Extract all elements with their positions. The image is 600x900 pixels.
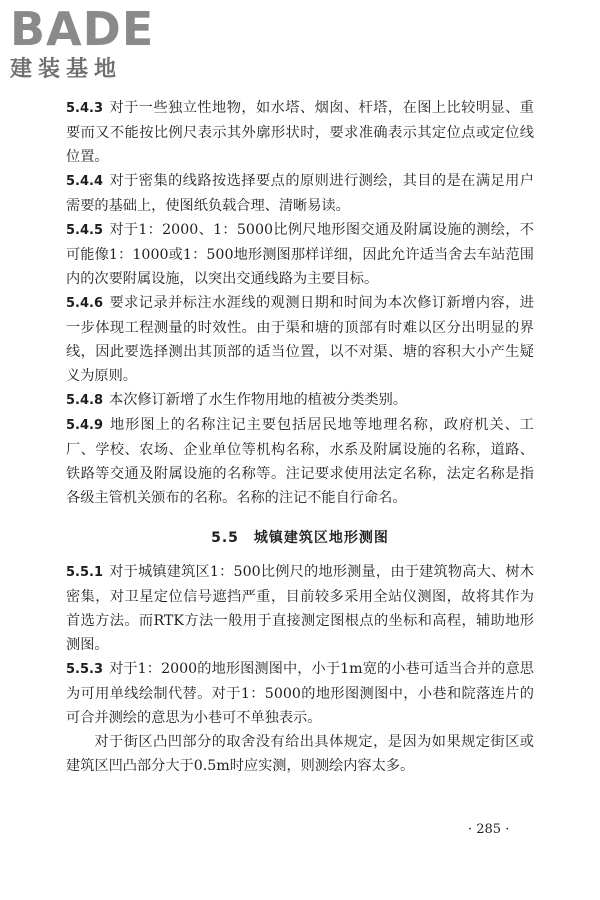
item-5-4-3 [66, 96, 534, 169]
item-number: 5.4.9 [66, 418, 104, 433]
item-5-5-3 [66, 657, 534, 730]
item-text: 要求记录并标注水涯线的观测日期和时间为本次修订新增内容，进一步体现工程测量的时效性。由于渠和塘的顶部有时难以区分出明显的界线，因此要选择测出其顶部的适当位置，以不对渠、塘的容积大小产生疑义为原则。 [66, 295, 534, 384]
item-text: 对于城镇建筑区1：500比例尺的地形测量，由于建筑物高大、树木密集，对卫星定位信号遮挡严重，目前较多采用全站仪测图，故将其作为首选方法。而RTK方法一般用于直接测定图根点的坐标和高程，辅助地形测图。 [66, 564, 534, 653]
item-text: 对于一些独立性地物，如水塔、烟囱、杆塔，在图上比较明显、重要而又不能按比例尺表示其外廓形状时，要求准确表示其定位点或定位线位置。 [66, 100, 534, 165]
page-number: · 285 · [468, 822, 510, 837]
item-text: 对于1：2000的地形图测图中，小于1m宽的小巷可适当合并的意思为可用单线绘制代替。对于1：5000的地形图测图中，小巷和院落连片的可合并测绘的意思为小巷可不单独表示。 [66, 661, 534, 726]
final-paragraph: 对于街区凸凹部分的取舍没有给出具体规定，是因为如果规定街区或建筑区凹凸部分大于0.5m时应实测，则测绘内容太多。 [66, 734, 534, 774]
item-text: 对于密集的线路按选择要点的原则进行测绘，其目的是在满足用户需要的基础上，使图纸负载合理、清晰易读。 [66, 173, 534, 214]
item-number: 5.4.5 [66, 223, 104, 238]
item-5-4-8 [66, 388, 534, 413]
logo-subtitle: 建装基地 [10, 57, 123, 82]
bade-logo [10, 4, 180, 84]
item-5-4-6 [66, 291, 534, 388]
item-number: 5.4.4 [66, 174, 104, 189]
section-heading: 5.5 城镇建筑区地形测图 [211, 530, 389, 546]
item-number: 5.5.1 [66, 565, 104, 580]
logo-wordmark: BADE [10, 2, 155, 56]
item-text: 对于1：2000、1：5000比例尺地形图交通及附属设施的测绘，不可能像1：1000或1：500地形测图那样详细，因此允许适当舍去车站范围内的次要附属设施，以突出交通线路为主要目标。 [66, 222, 534, 287]
item-text: 本次修订新增了水生作物用地的植被分类类别。 [109, 392, 407, 408]
item-5-4-4 [66, 169, 534, 218]
item-number: 5.4.3 [66, 101, 104, 116]
item-5-4-9 [66, 413, 534, 510]
document-body [66, 96, 534, 778]
item-text: 地形图上的名称注记主要包括居民地等地理名称，政府机关、工厂、学校、农场、企业单位等机构名称，水系及附属设施的名称，道路、铁路等交通及附属设施的名称等。注记要求使用法定名称，法定名称是指各级主管机关颁布的名称。名称的注记不能自行命名。 [66, 417, 534, 506]
item-number: 5.4.6 [66, 296, 104, 311]
item-5-5-1 [66, 560, 534, 657]
item-number: 5.4.8 [66, 393, 104, 408]
item-number: 5.5.3 [66, 662, 104, 677]
item-5-4-5 [66, 218, 534, 291]
